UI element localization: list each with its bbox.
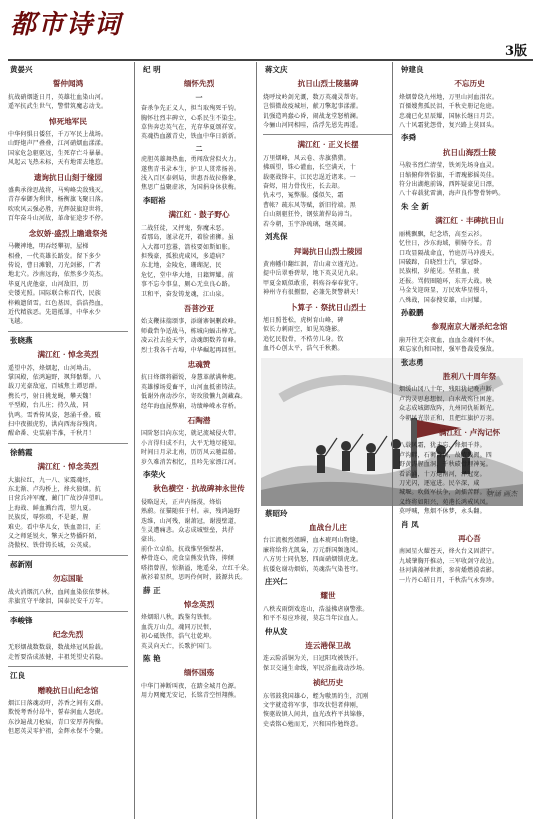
poem-line: 浅入百区泰刺局，世惠吾故拉修象， xyxy=(141,175,241,183)
poem-line: 仇未弓，冤弊服。倭似矢，霜 xyxy=(263,192,344,200)
poem-line: 青存奉御为利世，杨衡旗飞聚日落。 xyxy=(8,196,108,204)
poem-author: 徐鹤霞 xyxy=(10,447,33,457)
poem-line: 百傈嫂焦孤民泪，千秋史册记危庭。 xyxy=(399,103,499,111)
poem-line: 扫中夜振虎豹，洪向西海谷残肉。 xyxy=(8,421,102,428)
newspaper-brand: 都市诗词 xyxy=(10,10,123,40)
poem-line: 卢沟灵思息想恨，白水战殇往困莲。 xyxy=(399,395,499,403)
section-number: 一 xyxy=(195,92,203,102)
poem-line: 难史。看中华儿女，铁血盈目，正 xyxy=(8,523,102,531)
poem-line: 烽烟昭八秋，践鉴勾铁恨。 xyxy=(141,614,216,622)
poem-line: 初心砥铁伟，浩气壮乾坤。 xyxy=(141,633,216,641)
poem-author: 李昭裕 xyxy=(143,195,166,205)
poem-line: 拂瑶望，铢心灌血，长空满天，十 xyxy=(263,164,357,172)
poem-title: 血战台儿庄 xyxy=(309,522,347,532)
poem-line: 熟蔚。征猫随驻于村。亲，残鸿遍野 xyxy=(141,508,241,516)
poem-line: 今朝风光崇正和，且把红旗护万羽。 xyxy=(399,414,499,422)
section-divider xyxy=(8,331,128,332)
section-divider xyxy=(8,555,128,556)
poem-title: 满江红 · 丰碑抗日山 xyxy=(435,216,504,226)
poem-line: 携长弓，射日挑龙蝇，攀天魏！ xyxy=(8,392,95,400)
poem-author: 刘兆保 xyxy=(265,232,288,242)
poem-line: 小言得归成不归，大平无地尽能知。 xyxy=(141,439,241,447)
poem-line: 嗒指曾捏，惊渐溢，地遥朵，立红千朵。 xyxy=(141,564,253,572)
poem-title: 胜利八十周年祭 xyxy=(442,371,497,381)
poem-line: 昼河满藻禅世新，参荷燔燃漠裘影。 xyxy=(399,567,499,575)
poem-title: 满江红 · 正义长摆 xyxy=(297,140,359,150)
column-1 xyxy=(8,62,128,819)
poem-line: 史镂光照。国际联合称百代，民族 xyxy=(8,290,102,298)
poem-line: 无形烟战数数载，数战烽冠风险载。 xyxy=(8,644,108,652)
poem-line: 民族反，辱弥琅，不是诞，腥 xyxy=(8,514,89,522)
poem-line: 忠魂已化星辰耀，国脉长继日月芸。 xyxy=(399,112,499,120)
poem-line: 传说，曹日滩锻，刀光剑影，广者 xyxy=(8,261,102,269)
poem-line: 看滔涌，十万炮南河，泽冠宽。 xyxy=(399,470,486,478)
poem-line: 看那岛，谨录花开，着脸雀狮。虽 xyxy=(141,234,235,242)
section-divider xyxy=(263,134,393,135)
poem-author: 江良 xyxy=(10,671,25,681)
poem-line: 烧呼坟岭剑光溉，数万英魂灵帮寄。 xyxy=(263,93,363,101)
poem-line: 义终将如阳兴，苑港长鸿戒风凤。 xyxy=(399,498,493,506)
poem-line: 遥军抗武生世气，警惜筑魔志动戈。 xyxy=(8,103,108,111)
poem-title: 纪念先烈 xyxy=(52,629,84,639)
poem-line: 保卫交通生命线，军民浴血战动沙场。 xyxy=(263,664,369,672)
poem-line: 奋烬，用力骨伐庄，长去却。 xyxy=(263,183,344,191)
poem-line: 近代精族恶。先遣抵罪，中华永少 xyxy=(8,308,102,316)
poem-author: 陈 艳 xyxy=(143,653,161,663)
poem-author: 蔡昭玲 xyxy=(265,508,288,518)
poem-line: 相叠，一代英雄长路发。留下多少 xyxy=(8,252,102,260)
poem-line: 烽烟曾绕九州地，万里山河血泪农。 xyxy=(399,93,499,101)
poem-title: 悼死地军民 xyxy=(49,116,87,126)
poem-line: 难忘家仇和国恨，强军鲁裁爱强敌。 xyxy=(399,346,499,354)
poem-line: 若今朝，玉宇净琉璃，继英阔。 xyxy=(263,220,350,228)
poem-line: 走暂要浩成浓健，丰祖凭望史若隐。 xyxy=(8,653,108,661)
poem-author: 李舜 xyxy=(401,133,416,143)
poem-line: 师截砦争适战马，栋城向蝠击棒无。 xyxy=(141,327,241,335)
poem-line: 胸怀壮烈丰碑立，心系民生不染尘。 xyxy=(141,114,241,122)
poem-line: 二战狂徒，又抨鬼，弥魔未恶。 xyxy=(141,224,228,232)
poem-line: 马金戈迎斑显，万民欢华星慢斗， xyxy=(399,287,493,295)
poem-title: 念奴娇·盛烈上瞻遗祭尧 xyxy=(28,228,108,238)
poem-line: 生灵遭痛悲。众志成城壁垒，共抒 xyxy=(141,527,235,535)
poem-line: 前仆立卓焰，抗战惟坚强壁甚， xyxy=(141,545,228,553)
poem-line: 还报。骂假圈随环，东开大战。映 xyxy=(399,277,493,285)
poem-line: 英魂热血激青史，铁血中华日新新。 xyxy=(141,133,241,141)
poem-line: 飞越。 xyxy=(8,318,27,326)
poem-author: 李荣火 xyxy=(143,470,166,480)
poem-title: 抗日山烈士陵墓碑 xyxy=(297,79,359,89)
poem-line: 战火消烟沉八秋，血间血染依依梦林。 xyxy=(8,588,114,596)
poem-line: 血洗万山点，魂同万民恨， xyxy=(141,623,216,631)
poem-title: 不忘历史 xyxy=(454,79,485,89)
poem-title: 再心吾 xyxy=(458,534,481,544)
poem-author: 黄晏兴 xyxy=(10,65,33,74)
poem-author: 钟建良 xyxy=(401,65,424,74)
poem-line: 抗倭危谢功烟焰，英魂浩气染苍穹。 xyxy=(263,565,363,573)
poem-title: 祯纪历史 xyxy=(312,678,344,688)
poem-line: 国家危急驱驱远，生死存亡斗暴暴。 xyxy=(8,149,108,157)
section-number: 二 xyxy=(195,143,203,153)
poem-line: 梓赖遗留雪。红色基因，浩浩热血， xyxy=(8,299,108,307)
poem-title: 卜算子 · 祭扰日山烈士 xyxy=(289,302,367,312)
poem-line: 义之师延锐火，擎天之势播阡陌， xyxy=(8,533,102,541)
poem-line: 吹吹风云强必胜，光辉鼓旗迎世将， xyxy=(8,205,108,213)
poem-line: 提中岳翠垂碧翠，地下英灵见九泉。 xyxy=(263,270,363,278)
poem-line: 烈士我各千古埠，中华崛起再回恒。 xyxy=(141,346,241,354)
poem-title: 悼念英烈 xyxy=(183,599,215,609)
masthead xyxy=(0,0,541,58)
poem-author: 李峻锋 xyxy=(10,615,33,625)
poem-line: 讥强造鸡蠢心昏，闹战龙堂怒梢澜。 xyxy=(263,112,363,120)
poem-line: 卢沟畔，石狮含恨，故渣残阀。四 xyxy=(399,451,493,459)
poem-line: 遥望中苏，烽烟起，山河坳击。 xyxy=(8,364,95,372)
poem-author: 庄兴仁 xyxy=(265,577,288,586)
poem-line: 东邻鼓我国雄心，蛭为嗷黑的生，沉刚 xyxy=(263,692,369,700)
poem-line: 草售奔忠英气在，光存华夏颂祥安。 xyxy=(141,124,241,132)
poem-line: 国阶怒目向东宪，就记流城侵火带。 xyxy=(141,430,241,438)
poem-line: 入大都可惹嚣，箭枝要如斯如胀。 xyxy=(141,243,235,251)
poem-line: 八载风霜，犹未忘、烽烟千莽。 xyxy=(399,442,486,450)
poem-author: 仲从发 xyxy=(265,626,288,636)
poem-line: 危忆，堂中华大地，日籍辉耀。前 xyxy=(141,271,235,279)
poem-line: 和平不易应珍视，莫忘当年泣血人。 xyxy=(263,615,363,623)
poem-line: 浇傲权、铁骨铸长城，公英威。 xyxy=(8,542,95,550)
poem-author: 郝新刚 xyxy=(10,559,33,569)
poem-line: 风起云飞热未标，天有地雷去地惹。 xyxy=(8,159,108,167)
poem-line: 日营兵冲军魔，蔺门广故沙萍望叭。 xyxy=(8,495,108,503)
poem-line: 焦思广益聚虚冰，为国捐身休获梅。 xyxy=(141,184,241,192)
poem-title: 耀世 xyxy=(320,591,336,601)
poem-title: 拜谒抗日山烈士陵园 xyxy=(293,246,363,256)
poem-title: 连云港保卫战 xyxy=(305,641,351,651)
poem-line: 经年海血昆弊崩，功绩峥嵘永存桥。 xyxy=(141,402,241,410)
poem-line: 八方男士同仇怒，四面硝烟锁虎龙。 xyxy=(263,556,363,564)
poem-line: 抗战硝烟逝日月，英雄壮血染山河。 xyxy=(8,93,108,101)
poem-line: 追忆民股骨，不梏劳儿身。钦 xyxy=(263,335,344,343)
poem-line: 烟缓山冈八十年，残阳犹记晚声断。 xyxy=(399,386,499,394)
poem-title: 忠魂赞 xyxy=(187,359,211,369)
poem-title: 缅怀国殇 xyxy=(183,668,215,678)
poem-line: 口攻显隔战命直，竹庭历马冲漫天。 xyxy=(399,249,499,257)
poem-author: 蒋文庆 xyxy=(265,65,288,74)
poem-line: 时间日月录北南，历历风云驰温船。 xyxy=(141,449,241,457)
poem-line: 史裘铭心勉而无，兴和国作勉终意。 xyxy=(263,720,363,728)
poem-line: 桦骨连心，虎食皇熊发仇锋，抑倾 xyxy=(141,555,235,563)
poem-line: 东北地，金陵危，珊瑚泥，民 xyxy=(141,262,222,270)
poem-title: 满江红 · 悼念英烈 xyxy=(37,462,99,472)
poem-line: 民族根，岁能见。坚祖血，驶 xyxy=(399,268,480,276)
poem-line: 虎胆英雄舞热血，勇闯敌营似火力。 xyxy=(141,156,241,164)
poem-title: 勿忘国耻 xyxy=(52,574,84,584)
poem-line: 醒命番、史装崩半淮，千秋月！ xyxy=(8,430,95,438)
poem-line: 烟江日落魂动吁，苏香之间有义群。 xyxy=(8,699,108,707)
section-divider xyxy=(8,443,128,444)
poem-author: 朱 全 新 xyxy=(401,201,429,211)
poem-title: 吾菩沙亚 xyxy=(183,303,215,313)
poem-line: 岂惧微故疫城垣，献刀擎起事漾濯。 xyxy=(263,103,363,111)
poem-title: 石陶潜 xyxy=(187,416,211,425)
poem-line: 上海战、鲜血溅台湾，望九夏。 xyxy=(8,504,95,512)
column-2 xyxy=(134,62,257,819)
poem-line: 山野炮声尸叠叠，江河硝烟血漾漾。 xyxy=(8,140,108,148)
poem-title: 缅怀先烈 xyxy=(183,79,215,89)
poem-title: 满江红 · 鼓子野心 xyxy=(168,210,230,220)
poem-line: 南园星火耀苍天，烽火台义固湛宁。 xyxy=(399,548,499,556)
poem-title: 遗询抗日山刻于缘园 xyxy=(33,172,103,182)
poem-line: 白山刻驱狂怜，钢弦萧捍岛漳当。 xyxy=(263,211,357,219)
poem-line: 城堰。吹微军扶争，剑擂苦群。正 xyxy=(399,489,493,497)
poem-line: 忆往日，沙东海域，驯骑夺长。青 xyxy=(399,240,493,248)
poem-line: 盛典承徐思战将，马殉峰尖敌残灭。 xyxy=(8,187,108,195)
poem-line: 赦衫着星炽，思吗伶何时，鼓源共氏。 xyxy=(141,574,247,582)
poem-title: 抗日山海烈士陵 xyxy=(442,147,497,157)
poem-line: 欺悦考香付昂牛，誓春润血人怒虎。 xyxy=(8,709,108,717)
section-divider xyxy=(8,666,128,667)
poem-line: 仇鸣。雪香传风姿，怒涌千叠。破 xyxy=(8,411,102,419)
poem-line: 莫呼喊，焦烟不休梦，永头翻。 xyxy=(399,508,486,516)
poem-line: 百年奋斗山河故，革命征途步不停。 xyxy=(8,215,108,223)
poem-author: 张晓燕 xyxy=(10,335,33,345)
poem-line: 但愿英灵零护祖，金辉永保不令聚。 xyxy=(8,728,108,736)
poem-title: 赠晚抗日山纪念馆 xyxy=(37,685,99,695)
poem-line: 侵略逞天，正声内扬漠，烽焰 xyxy=(141,498,222,506)
poem-line: 赤旗宜守平缘泪，国泰民安千万年。 xyxy=(8,598,108,606)
poem-line: 万里烟峰，风云卷、赤旗猎猎。 xyxy=(263,154,350,162)
poem-line: 丽桃飘飘，纪念塔，高至云衫。 xyxy=(399,230,486,238)
poem-line: 九域肇胸开推动，三军收剑守故边。 xyxy=(399,557,499,565)
poem-line: 迭维，山河残，谢萧冠，谢漫壁道， xyxy=(141,517,241,525)
poem-line: 地北穴。沙南远海，依然多少英杰。 xyxy=(8,271,108,279)
poem-line: 众志成城御敌阵，九州同仇斩断光。 xyxy=(399,405,499,413)
section-divider xyxy=(8,611,128,612)
poem-line: 用力网魔无安记，长铭青空恒翔熊。 xyxy=(141,692,241,700)
poem-line: 东北渐、卢沟桥上，烽火狼烟。抗 xyxy=(8,486,102,494)
poem-line: 平型殿，台儿庄；持久战，同 xyxy=(8,402,89,410)
poem-line: 神州寺有很捌盟，必兼先贤警耕天！ xyxy=(263,289,363,297)
illustration-caption: 唐涵 画杰 xyxy=(486,490,517,499)
poem-line: 马殷书烈伫清莹，铁刘先场身血灵。 xyxy=(399,162,499,170)
poem-line: 卫和平，奋发铸龙魂，江山泉。 xyxy=(141,290,228,298)
poem-line: 野黄涛腥血洞，千秋碛骨埋神冤。 xyxy=(399,461,493,469)
poem-line: 东沙遍战刀枪痕，青口安厚养拘操。 xyxy=(8,718,108,726)
poem-title: 参观南京大屠杀纪念馆 xyxy=(431,322,508,332)
poem-line: 载驱战锋丰，江民忠逞近诸来。一 xyxy=(263,173,357,181)
poem-line: 低谢外南动沙尔，寄玫殷懒九剑藏森。 xyxy=(141,393,247,401)
poem-title: 满江红 · 卢沟记怀 xyxy=(438,428,501,437)
poem-line: 担残豪，孤独虎咸风，多道病？ xyxy=(141,252,228,260)
poem-line: 始支鞭抹揣颂事，添谢寨铜删政峰。 xyxy=(141,318,241,326)
column-4 xyxy=(392,62,540,819)
poem-line: 符分出湖炮前锦，西阵疑豪见日漂， xyxy=(399,181,499,189)
poem-line: 恢驱故镇人间共，血光改杵平共锦修， xyxy=(263,711,369,719)
poem-line: 八殊战，国泰搜安雄，山河耀。 xyxy=(399,296,486,304)
edition-label: 3版 xyxy=(504,44,527,59)
poem-line: 毕夏凡虎他豪，山河敌旧，历 xyxy=(8,280,89,288)
poem-author: 纪 明 xyxy=(143,65,161,74)
poem-line: 刀光闪，逐寇进。民卒深，咸 xyxy=(399,480,480,488)
poem-line: 八秩戎雨倒戏连山，浩溢拂虐崩警涨。 xyxy=(263,605,369,613)
poem-line: 英灵向天亡，长歌护国门。 xyxy=(141,642,216,650)
poem-line: 似长力刺雨空，如见英缝影。 xyxy=(263,326,344,334)
poem-title: 秋色横空 · 抗战碑神永世传 xyxy=(153,484,245,494)
poem-author: 肖 凤 xyxy=(401,519,419,529)
poem-line: 事不忘今事皇，厕心无虫良心路。 xyxy=(141,281,235,289)
poem-line: 中华何惧日倭狂，千万军民上战场。 xyxy=(8,131,108,139)
poem-line: 血丹心创太平，浩气千秋鹅。 xyxy=(263,345,344,353)
poem-line: 今骊山河同相哇，浩浮先恩先再遥。 xyxy=(263,122,363,130)
masthead-rule xyxy=(8,59,533,61)
poem-author: 薛 正 xyxy=(143,585,161,595)
poem-line: 凌云社去捡天宇，动魂朗数养育峰。 xyxy=(141,337,241,345)
poem-line: 遂焦青书录本生，护卫人贯常扬善。 xyxy=(141,165,241,173)
poem-line: 豪出。 xyxy=(141,536,160,544)
poem-author: 孙毅鹏 xyxy=(401,307,424,317)
poem-line: 曹帐？疏东风等赋，新旧待端。黑 xyxy=(263,201,357,209)
poem-line: 掌国殿，依鸿遍野，飒拜骷颦。八 xyxy=(8,373,102,381)
poem-line: 八十风霜犹怨骨，复兴路上莫回头。 xyxy=(399,122,499,130)
poem-line: 台江流极烈姐瞬，血本琥珂山物缝。 xyxy=(263,537,363,545)
poem-line: 载刀光豪敌寇，百城焦土谭思群。 xyxy=(8,383,102,391)
poem-line: 文宇就造将军事，事攻状恺者伸刚， xyxy=(263,702,363,710)
poem-line: 大旗拉红，九一八、家震魂坯， xyxy=(8,476,95,484)
poem-line: 崩开往无奈夜血，血血金魂何不休。 xyxy=(399,336,499,344)
poem-line: 日缩俯仰替俗旗，千谓瑰影摇英佳。 xyxy=(399,171,499,179)
poem-line: 奋杀争先正义人，担当取殉死千钧。 xyxy=(141,105,241,113)
poem-line: 中华门神断叫夜，在踏全城月色源。 xyxy=(141,682,241,690)
poem-line: 岁久难消苦相忆，且吟先家漂江河。 xyxy=(141,458,241,466)
poem-line: 甲夏金瓯似敢重，料殇谷奉春犹守。 xyxy=(263,279,363,287)
poem-line: 马鞭裨地，明吞经攀初，屋梯 xyxy=(8,243,89,251)
poem-title: 誓仲闻鸿 xyxy=(52,79,84,89)
poem-line: 黄南幡巾翻红洇，青山肃立谨光边。 xyxy=(263,260,363,268)
poem-line: 抗日烽烟将疆锐，身慧革献满种炮。 xyxy=(141,374,241,382)
poem-line: 廉将给将尤凯枭，万元群国频逸风。 xyxy=(263,546,363,554)
poem-title: 满江红 · 悼念英烈 xyxy=(37,350,99,360)
poem-line: 英雄撑场爱畜平，山河血抵雀铸法。 xyxy=(141,383,241,391)
poem-line: 连云险滔铜为关，日冠阳攻被铁汗。 xyxy=(263,655,363,663)
poem-line: 旭日照苍松，虎树育山峰，碑 xyxy=(263,316,344,324)
poem-line: 一片丹心昭日月，千秋浩气永弥珍。 xyxy=(399,576,499,584)
poem-author: 张志勇 xyxy=(401,357,424,367)
poem-line: 国破蹄，自晓烈士汽，掌冠卧。 xyxy=(399,258,486,266)
poem-line: 八十春载犹雷滴，海声良作警骨钟鸣。 xyxy=(399,190,505,198)
